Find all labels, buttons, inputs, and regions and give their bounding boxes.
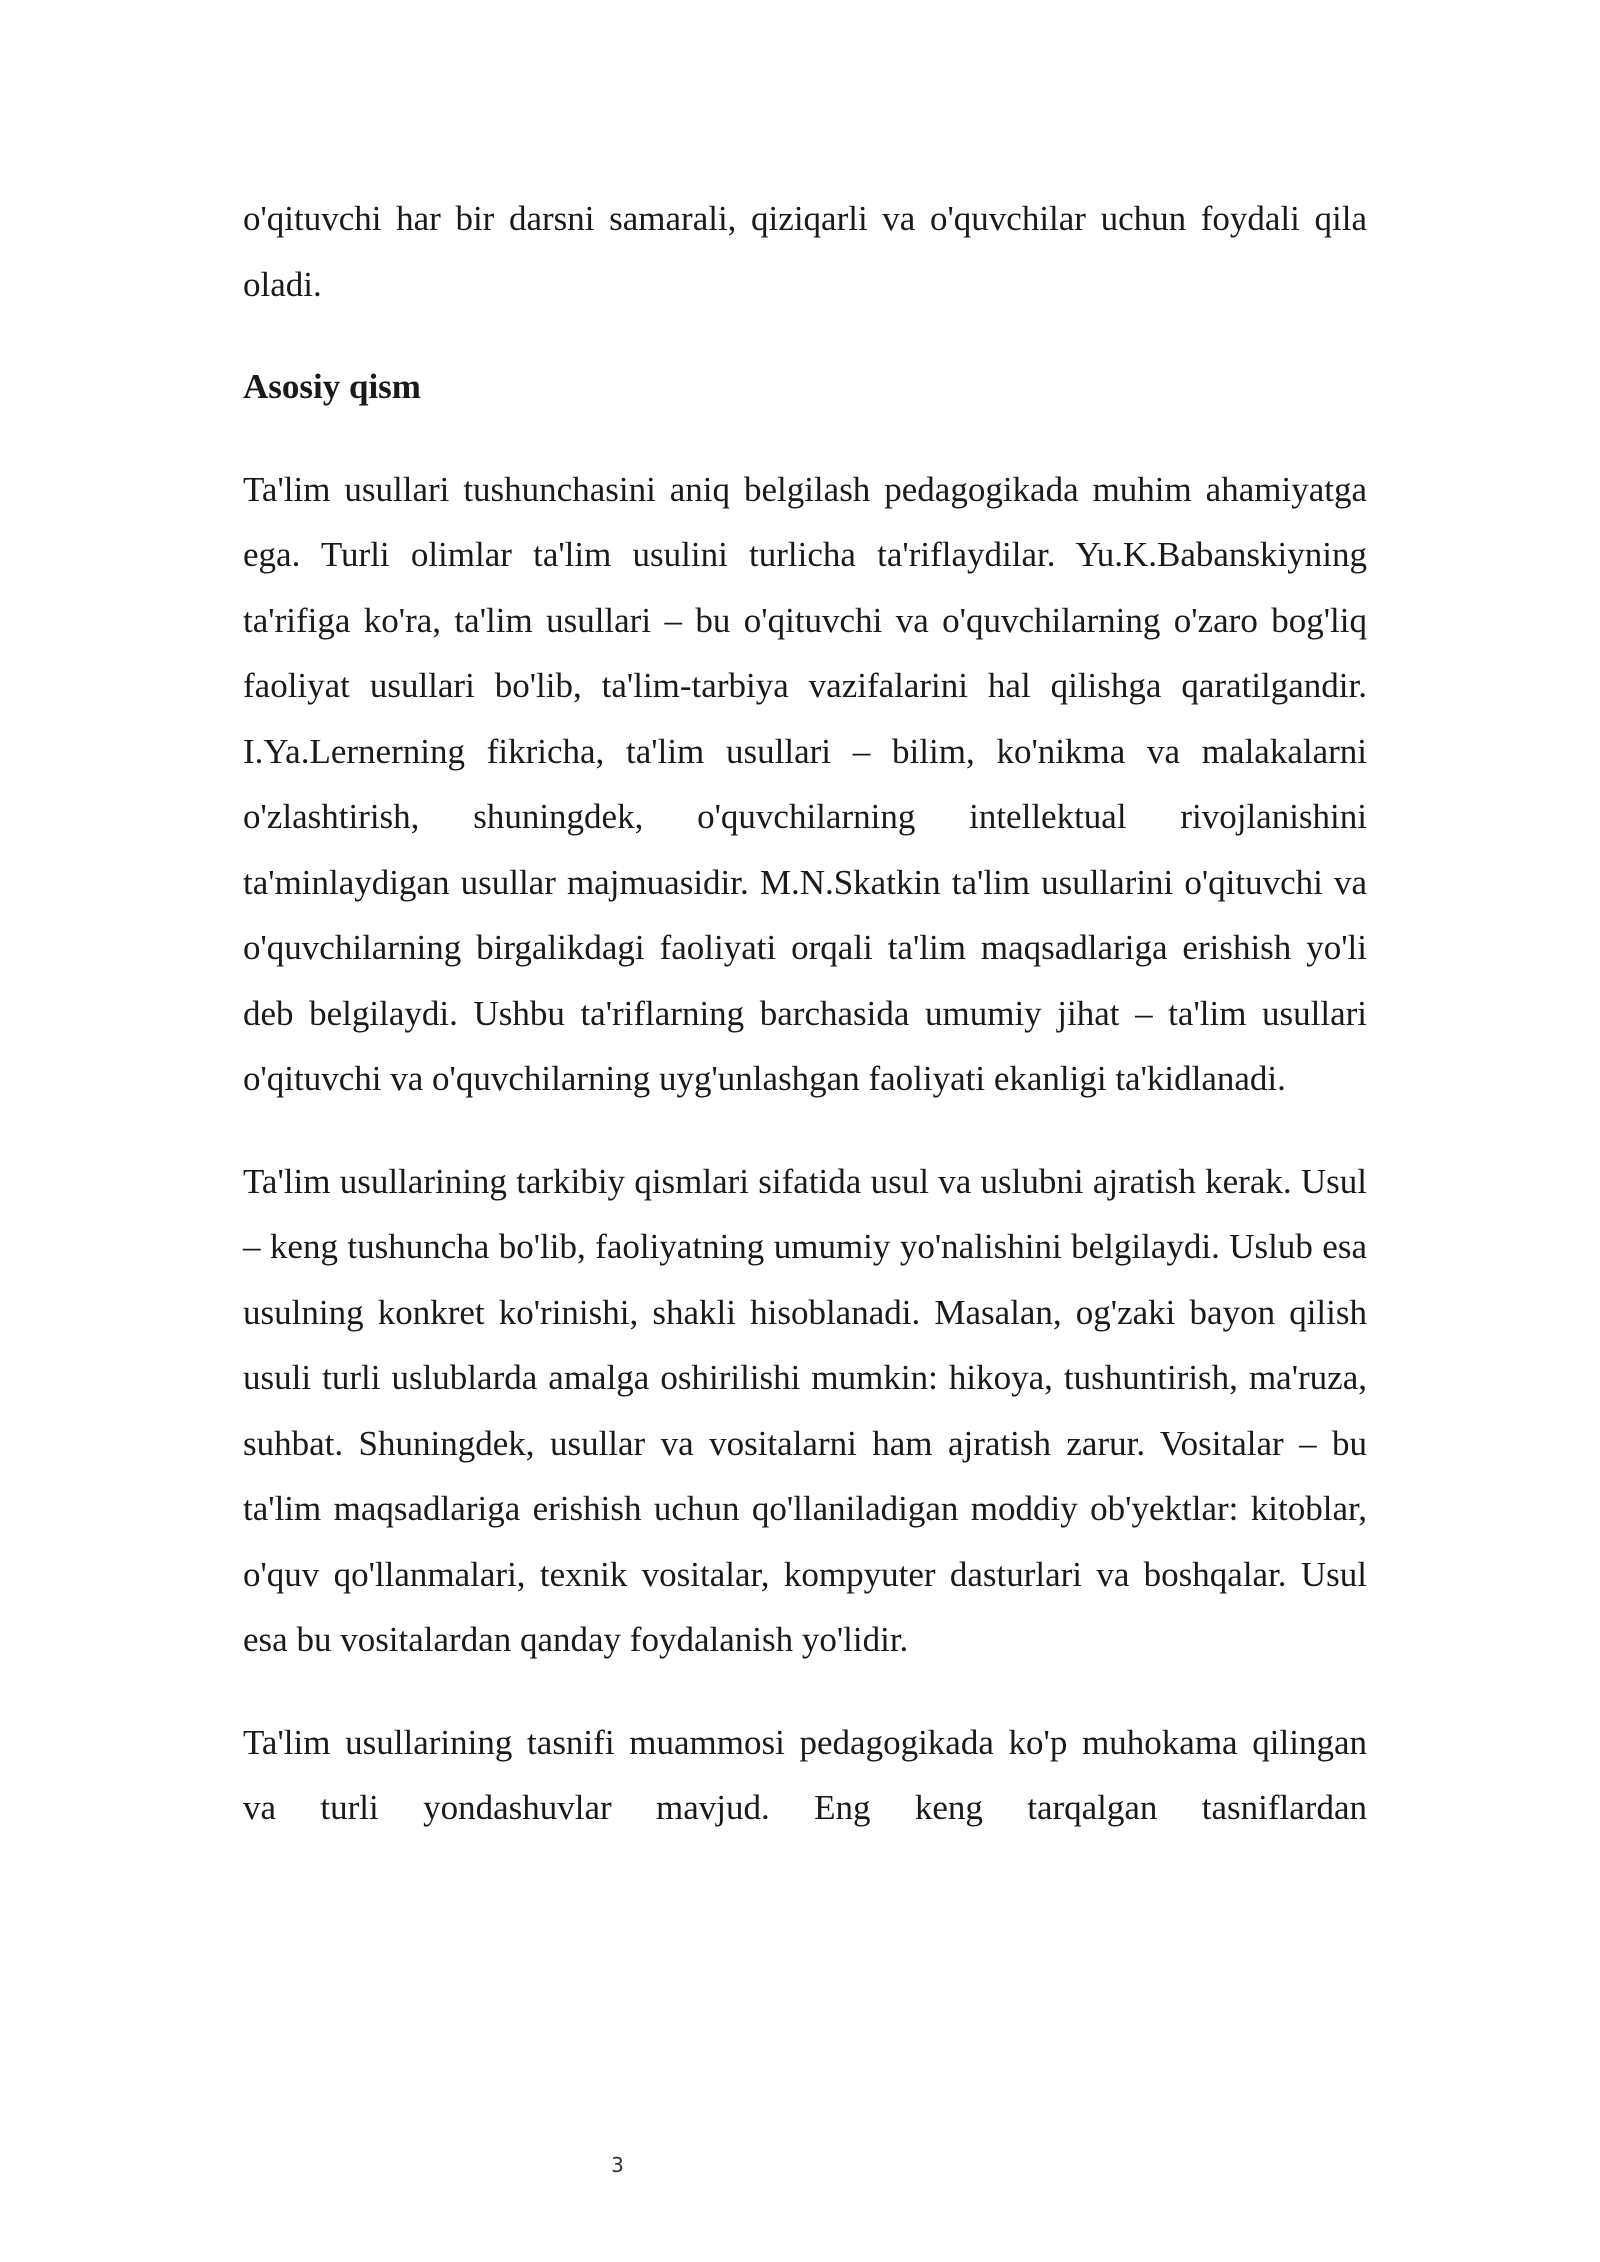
- body-paragraph: Ta'lim usullarining tarkibiy qismlari sifatida usul va uslubni ajratish kerak. Usul – keng tushuncha bo'lib, faoliyatning umumiy yo'nalishini belgilaydi. Uslub esa usulning konkret ko'rinishi, shakli hisoblanadi. Masalan, og'zaki bayon qilish usuli turli uslublarda amalga oshirilishi mumkin: hikoya, tushuntirish, ma'ruza, suhbat. Shuningdek, usullar va vositalarni ham ajratish zarur. Vositalar – bu ta'lim maqsadlariga erishish uchun qo'llaniladigan moddiy ob'yektlar: kitoblar, o'quv qo'llanmalari, texnik vositalar, kompyuter dasturlari va boshqalar. Usul esa bu vositalardan qanday foydalanish yo'lidir.: [243, 1161, 1367, 1659]
- body-paragraph: Ta'lim usullarining tasnifi muammosi pedagogikada ko'p muhokama qilingan va turli yondashuvlar mavjud. Eng keng tarqalgan tasniflardan: [243, 1722, 1367, 1827]
- section-heading: Asosiy qism: [243, 367, 421, 406]
- document-page: [243, 186, 1367, 1841]
- intro-paragraph: o'qituvchi har bir darsni samarali, qiziqarli va o'quvchilar uchun foydali qila oladi.: [243, 199, 1367, 304]
- body-paragraph: Ta'lim usullari tushunchasini aniq belgilash pedagogikada muhim ahamiyatga ega. Turli olimlar ta'lim usulini turlicha ta'riflaydilar. Yu.K.Babanskiyning ta'rifiga ko'ra, ta'lim usullari – bu o'qituvchi va o'quvchilarning o'zaro bog'liq faoliyat usullari bo'lib, ta'lim-tarbiya vazifalarini hal qilishga qaratilgandir. I.Ya.Lernerning fikricha, ta'lim usullari – bilim, ko'nikma va malakalarni o'zlashtirish, shuningdek, o'quvchilarning intellektual rivojlanishini ta'minlaydigan usullar majmuasidir. M.N.Skatkin ta'lim usullarini o'qituvchi va o'quvchilarning birgalikdagi faoliyati orqali ta'lim maqsadlariga erishish yo'li deb belgilaydi. Ushbu ta'riflarning barchasida umumiy jihat – ta'lim usullari o'qituvchi va o'quvchilarning uyg'unlashgan faoliyati ekanligi ta'kidlanadi.: [243, 469, 1367, 1098]
- page-number: 3: [611, 2153, 624, 2177]
